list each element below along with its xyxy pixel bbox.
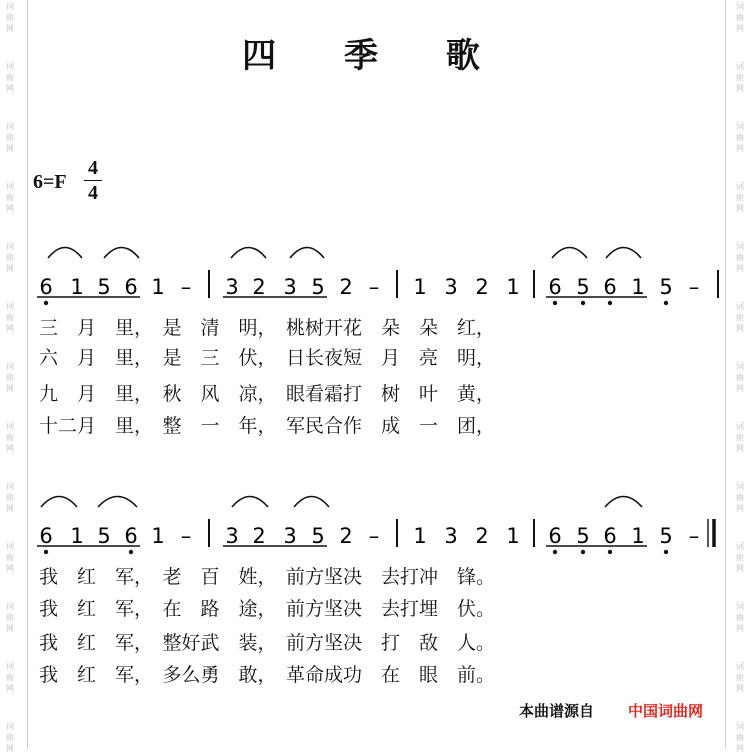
slur (605, 497, 642, 508)
watermark-char: 词 (736, 482, 744, 491)
watermark-char: 词 (736, 62, 744, 71)
note: 3 (444, 524, 458, 548)
watermark-char: 词 (6, 362, 14, 371)
watermark-char: 网 (6, 444, 14, 453)
note: 6 (124, 275, 138, 299)
octave-dot-below (664, 301, 668, 305)
note: 5 (97, 524, 111, 548)
watermark-char: 曲 (6, 673, 14, 682)
note: 1 (506, 524, 520, 548)
watermark-char: 词 (736, 2, 744, 11)
watermark-char: 网 (736, 744, 744, 753)
watermark-char: 网 (736, 384, 744, 393)
time-signature-top: 4 (88, 157, 98, 179)
note: 6 (548, 275, 562, 299)
watermark-char: 曲 (736, 133, 744, 142)
octave-dot-below (581, 550, 585, 554)
note: 5 (576, 275, 590, 299)
note: 1 (151, 275, 165, 299)
watermark-char: 曲 (6, 313, 14, 322)
slur (552, 248, 587, 259)
octave-dot-below (44, 301, 48, 305)
watermark-char: 网 (6, 384, 14, 393)
note: 1 (631, 275, 645, 299)
note: 1 (631, 524, 645, 548)
lyric-line: 我 红 军， 整好武 装， 前方坚决 打 敌 人。 (39, 632, 496, 654)
watermark-char: 网 (736, 684, 744, 693)
note: 1 (413, 275, 427, 299)
sustain-dash: – (688, 524, 700, 548)
note: 1 (70, 275, 84, 299)
watermark-char: 网 (736, 264, 744, 273)
lyric-line: 三 月 里， 是 清 明， 桃树开花 朵 朵 红， (39, 317, 496, 339)
sustain-dash: – (688, 275, 700, 299)
watermark-char: 词 (6, 602, 14, 611)
watermark-char: 词 (6, 662, 14, 671)
watermark-char: 曲 (736, 313, 744, 322)
slur (606, 248, 641, 259)
note: 5 (659, 275, 673, 299)
octave-dot-below (608, 301, 612, 305)
watermark-char: 词 (736, 362, 744, 371)
slur (232, 497, 268, 508)
note: 3 (283, 524, 297, 548)
watermark-char: 网 (6, 684, 14, 693)
lyric-line: 我 红 军， 多么勇 敢， 革命成功 在 眼 前。 (39, 664, 496, 686)
note: 3 (283, 275, 297, 299)
watermark-char: 曲 (6, 613, 14, 622)
song-title: 四 季 歌 (242, 36, 508, 76)
credit-site-link[interactable]: 中国词曲网 (628, 702, 704, 720)
lyric-line: 九 月 里， 秋 风 凉， 眼看霜打 树 叶 黄， (39, 383, 496, 405)
watermark-char: 词 (6, 2, 14, 11)
octave-dot-below (553, 550, 557, 554)
watermark-char: 网 (736, 504, 744, 513)
watermark-char: 词 (6, 542, 14, 551)
watermark-char: 曲 (6, 253, 14, 262)
watermark-char: 网 (6, 504, 14, 513)
watermark-char: 曲 (736, 613, 744, 622)
note: 6 (548, 524, 562, 548)
watermark-char: 词 (6, 62, 14, 71)
note: 6 (603, 275, 617, 299)
watermark-char: 词 (736, 302, 744, 311)
watermark-char: 词 (736, 242, 744, 251)
watermark-char: 网 (6, 324, 14, 333)
watermark-char: 词 (736, 182, 744, 191)
watermark-char: 曲 (736, 673, 744, 682)
lyric-line: 十二月 里， 整 一 年， 军民合作 成 一 团， (39, 415, 496, 437)
watermark-char: 网 (736, 624, 744, 633)
sustain-dash: – (368, 524, 380, 548)
octave-dot-below (553, 301, 557, 305)
watermark-char: 曲 (736, 373, 744, 382)
watermark-char: 曲 (6, 193, 14, 202)
note: 6 (39, 524, 53, 548)
watermark-char: 网 (736, 444, 744, 453)
note: 2 (339, 275, 353, 299)
watermark-char: 曲 (736, 553, 744, 562)
watermark-char: 词 (736, 602, 744, 611)
sustain-dash: – (368, 275, 380, 299)
watermark-char: 词 (736, 722, 744, 731)
sustain-dash: – (180, 524, 192, 548)
watermark-char: 词 (736, 422, 744, 431)
note: 3 (225, 275, 239, 299)
note: 5 (659, 524, 673, 548)
note: 6 (603, 524, 617, 548)
slur (98, 497, 137, 508)
watermark-char: 曲 (736, 253, 744, 262)
note: 2 (339, 524, 353, 548)
watermark-char: 词 (736, 542, 744, 551)
watermark-char: 词 (6, 182, 14, 191)
note: 1 (151, 524, 165, 548)
time-signature-bottom: 4 (88, 182, 98, 204)
watermark-char: 网 (736, 24, 744, 33)
watermark-char: 词 (736, 122, 744, 131)
watermark-char: 曲 (6, 13, 14, 22)
slur (290, 248, 324, 259)
watermark-char: 网 (6, 744, 14, 753)
watermark-char: 词 (6, 482, 14, 491)
watermark-char: 词 (6, 302, 14, 311)
watermark-char: 词 (6, 722, 14, 731)
watermark-char: 词 (736, 662, 744, 671)
note: 1 (506, 275, 520, 299)
watermark-char: 网 (6, 24, 14, 33)
watermark-char: 曲 (6, 493, 14, 502)
lyric-line: 我 红 军， 在 路 途， 前方坚决 去打埋 伏。 (39, 598, 496, 620)
watermark-char: 网 (6, 264, 14, 273)
slur (231, 248, 266, 259)
watermark-char: 曲 (736, 193, 744, 202)
watermark-char: 网 (736, 84, 744, 93)
credit-prefix: 本曲谱源自 (519, 702, 595, 720)
octave-dot-below (581, 301, 585, 305)
watermark-char: 曲 (6, 553, 14, 562)
watermark-char: 网 (736, 324, 744, 333)
octave-dot-below (608, 550, 612, 554)
watermark-char: 网 (6, 204, 14, 213)
octave-dot-below (44, 550, 48, 554)
slur (104, 248, 139, 259)
watermark-char: 网 (6, 564, 14, 573)
watermark-char: 曲 (6, 373, 14, 382)
note: 5 (97, 275, 111, 299)
watermark-char: 曲 (736, 13, 744, 22)
note: 1 (413, 524, 427, 548)
note: 5 (311, 524, 325, 548)
lyric-line: 我 红 军， 老 百 姓， 前方坚决 去打冲 锋。 (39, 566, 496, 588)
watermark-char: 网 (736, 204, 744, 213)
watermark-char: 曲 (6, 433, 14, 442)
watermark-char: 曲 (6, 73, 14, 82)
note: 2 (475, 275, 489, 299)
watermark-char: 曲 (736, 493, 744, 502)
note: 2 (475, 524, 489, 548)
watermark-char: 曲 (736, 433, 744, 442)
watermark-char: 曲 (736, 73, 744, 82)
watermark-char: 词 (6, 242, 14, 251)
note: 5 (311, 275, 325, 299)
watermark-char: 词 (6, 422, 14, 431)
watermark-char: 网 (736, 144, 744, 153)
note: 5 (576, 524, 590, 548)
watermark-char: 词 (6, 122, 14, 131)
note: 6 (124, 524, 138, 548)
sustain-dash: – (180, 275, 192, 299)
note: 1 (70, 524, 84, 548)
lyric-line: 六 月 里， 是 三 伏， 日长夜短 月 亮 明， (39, 347, 496, 369)
octave-dot-below (664, 550, 668, 554)
slur (41, 497, 77, 508)
note: 2 (252, 275, 266, 299)
note: 3 (225, 524, 239, 548)
watermark-char: 网 (736, 564, 744, 573)
watermark-char: 曲 (736, 733, 744, 742)
watermark-char: 曲 (6, 733, 14, 742)
slur (294, 497, 329, 508)
note: 3 (444, 275, 458, 299)
watermark-char: 曲 (6, 133, 14, 142)
watermark-char: 网 (6, 624, 14, 633)
watermark-char: 网 (6, 144, 14, 153)
octave-dot-below (129, 550, 133, 554)
note: 6 (39, 275, 53, 299)
note: 2 (252, 524, 266, 548)
watermark-char: 网 (6, 84, 14, 93)
key-signature: 6=F (33, 171, 67, 193)
slur (48, 248, 82, 259)
